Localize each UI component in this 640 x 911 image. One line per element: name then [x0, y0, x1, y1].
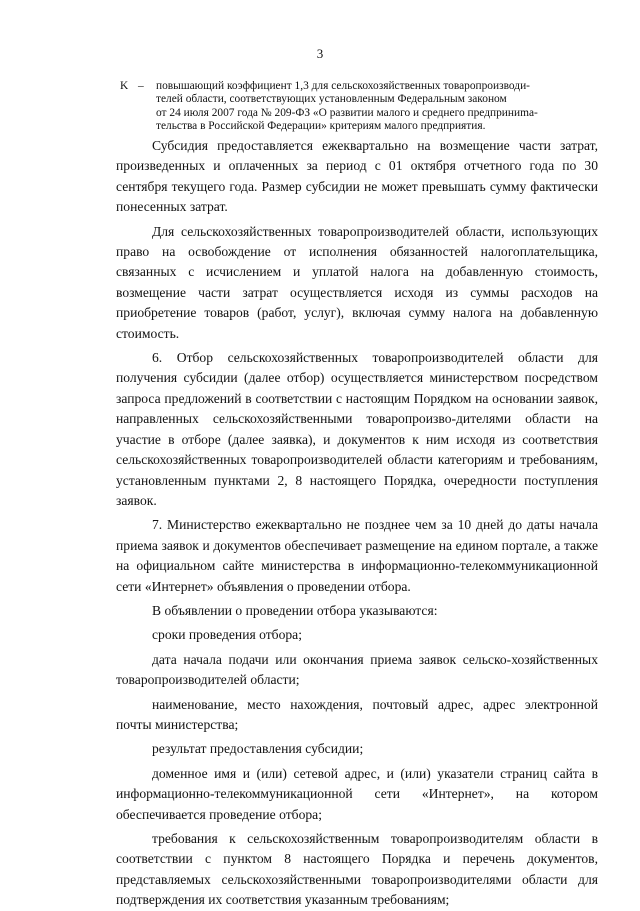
note-line: телей области, соответствующих установленным Федеральным законом	[156, 93, 507, 106]
list-item-ministry-contacts: наименование, место нахождения, почтовый адрес, адрес электронной почты министерства;	[116, 696, 598, 732]
paragraph-vat-exemption: Для сельскохозяйственных товаропроизводителей области, использующих право на освобождение от исполнения обязанностей налогоплательщика, связанных с исчислением и уплатой налога на добавленную стоимость, возмещение части затрат осуществляется исходя из суммы расходов на приобретение товаров (работ, услуг), включая сумму налога на добавленную стоимость.	[116, 223, 598, 341]
list-item-subsidy-result: результат предоставления субсидии;	[152, 741, 364, 757]
list-item-selection-dates: сроки проведения отбора;	[152, 627, 302, 643]
paragraph-subsidy-quarterly: Субсидия предоставляется ежеквартально на возмещение части затрат, произведенных и оплаченных за период с 01 октября отчетного года по 30 сентября текущего года. Размер субсидии не может превышать сумму фактически понесенных затрат.	[116, 138, 598, 215]
list-item-requirements: требования к сельскохозяйственным товаропроизводителям области в соответствии с пунктом 8 настоящего Порядка и перечень документов, представляемых сельскохозяйственными товаропроизводителями области для подтверждения их соответствия указанным требованиям;	[116, 831, 598, 908]
note-dash: –	[138, 80, 144, 92]
note-line: от 24 июля 2007 года № 209-ФЗ «О развитии малого и среднего предприниma-	[156, 106, 538, 119]
note-line: повышающий коэффициент 1,3 для сельскохозяйственных товаропроизводи-	[156, 80, 530, 92]
list-item-application-dates: дата начала подачи или окончания приема заявок сельско-хозяйственных товаропроизводителей области;	[116, 651, 598, 688]
coefficient-symbol: K	[120, 80, 129, 92]
note-line: тельства в Российской Федерации» критериям малого предприятия.	[156, 119, 486, 132]
coefficient-definition	[156, 80, 599, 133]
paragraph-item-6-selection: 6. Отбор сельскохозяйственных товаропроизводителей области для получения субсидии (далее отбор) осуществляется министерством посредством запроса предложений в соответствии с настоящим Порядком на основании заявок, направленных сельскохозяйственными товаропроизво-дителями области на участие в отборе (далее заявка), и документов к ним исходя из соответствия сельскохозяйственных товаропроизводителей области категориям и требованиям, установленным пунктами 2, 8 настоящего Порядка, очередности поступления заявок.	[116, 350, 598, 508]
list-item-website-address: доменное имя и (или) сетевой адрес, и (или) указатели страниц сайта в информационно-телекоммуникационной сети «Интернет», на котором обеспечивается проведение отбора;	[116, 765, 598, 822]
page-number: 3	[316, 46, 324, 61]
paragraph-announcement-contents: В объявлении о проведении отбора указываются:	[152, 602, 438, 618]
document-body	[116, 136, 598, 911]
paragraph-item-7-announcement: 7. Министерство ежеквартально не позднее чем за 10 дней до даты начала приема заявок и документов обеспечивает размещение на едином портале, а также на официальном сайте министерства в информационно-телекоммуникационной сети «Интернет» объявления о проведении отбора.	[116, 517, 598, 594]
